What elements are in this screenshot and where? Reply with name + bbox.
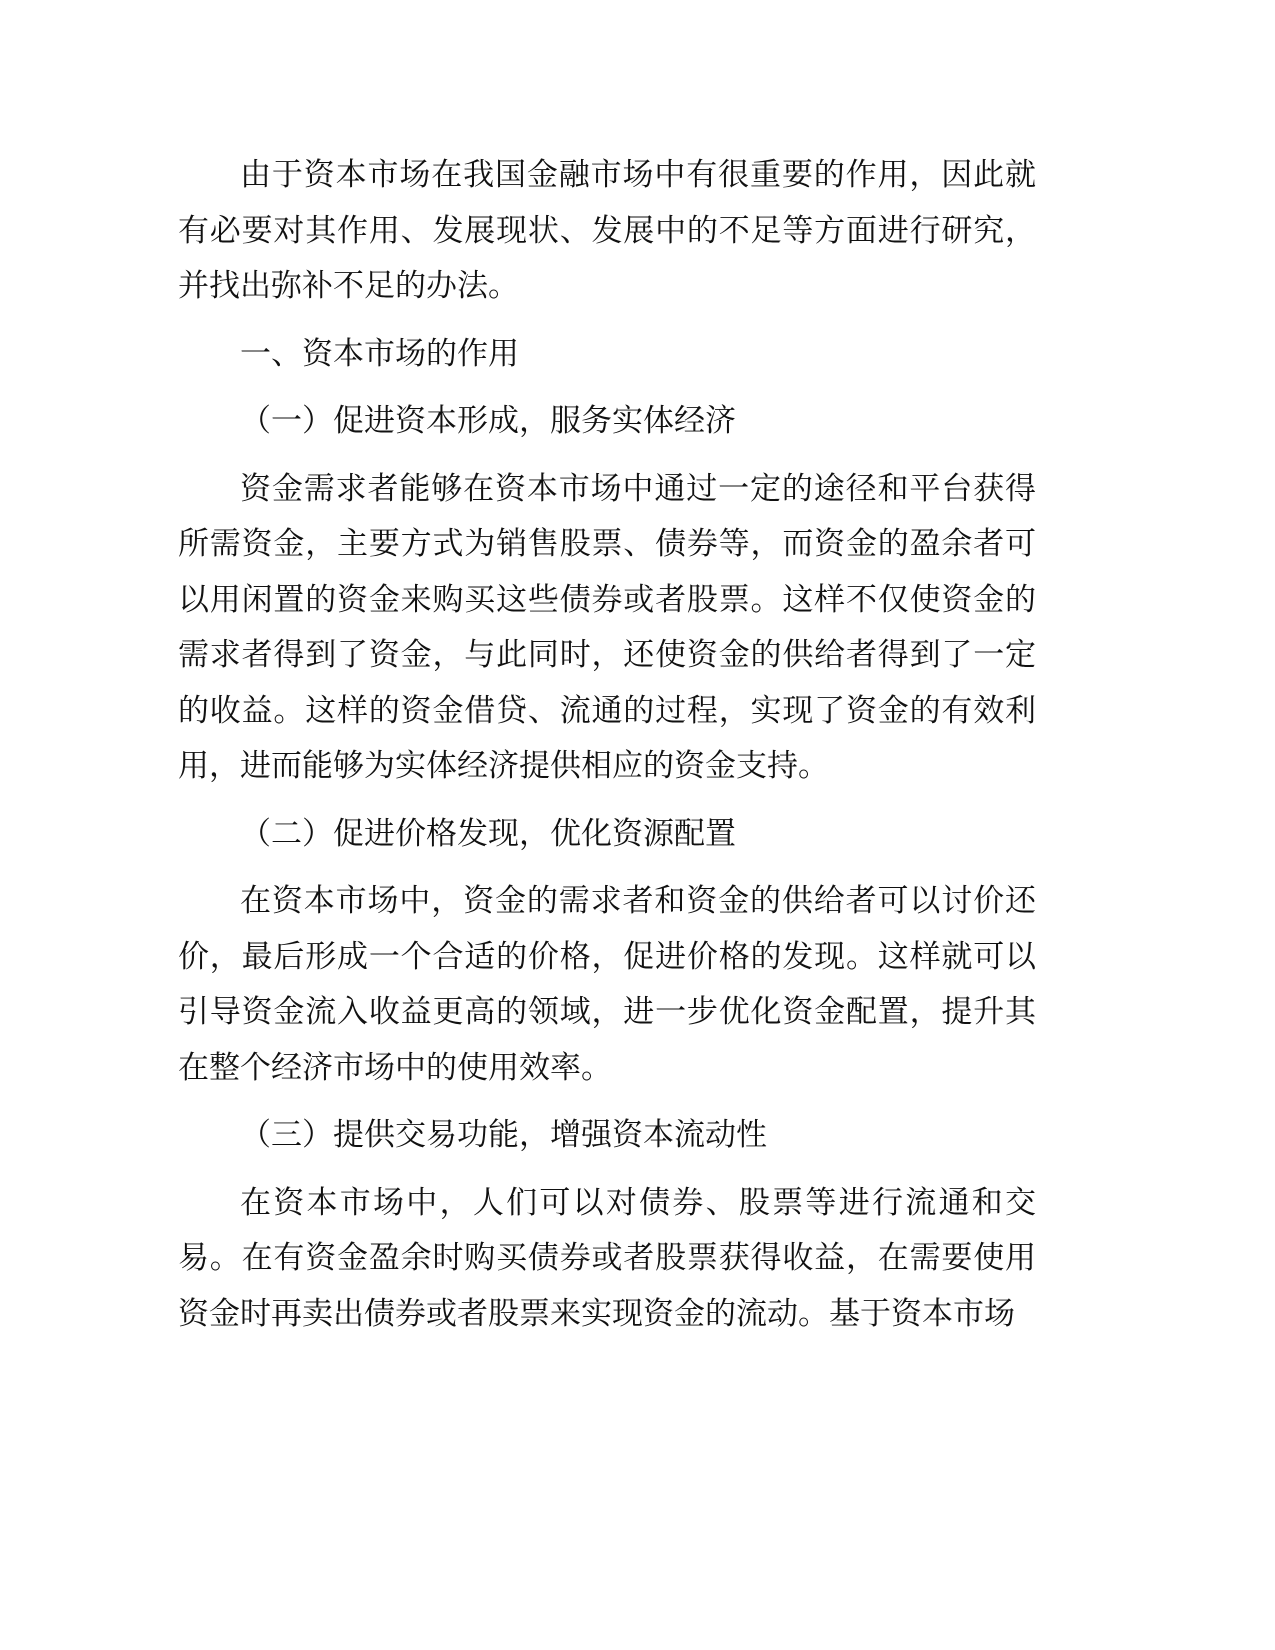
body-paragraph-1: 资金需求者能够在资本市场中通过一定的途径和平台获得所需资金，主要方式为销售股票、债券等，而资金的盈余者可以用闲置的资金来购买这些债券或者股票。这样不仅使资金的需求者得到了资金，与此同时，还使资金的供给者得到了一定的收益。这样的资金借贷、流通的过程，实现了资金的有效利用，进而能够为实体经济提供相应的资金支持。 <box>178 470 1036 784</box>
document-page <box>178 148 1036 1354</box>
section-heading-1: 一、资本市场的作用 <box>240 335 519 372</box>
body-paragraph-3: 在资本市场中，人们可以对债券、股票等进行流通和交易。在有资金盈余时购买债券或者股票获得收益，在需要使用资金时再卖出债券或者股票来实现资金的流动。基于资本市场 <box>178 1184 1036 1332</box>
subsection-heading-3: （三）提供交易功能，增强资本流动性 <box>240 1117 767 1153</box>
intro-paragraph: 由于资本市场在我国金融市场中有很重要的作用，因此就有必要对其作用、发展现状、发展中的不足等方面进行研究，并找出弥补不足的办法。 <box>178 157 1036 304</box>
body-paragraph-2: 在资本市场中，资金的需求者和资金的供给者可以讨价还价，最后形成一个合适的价格，促进价格的发现。这样就可以引导资金流入收益更高的领域，进一步优化资金配置，提升其在整个经济市场中的使用效率。 <box>178 883 1036 1086</box>
subsection-heading-1: （一）促进资本形成，服务实体经济 <box>240 403 736 439</box>
subsection-heading-2: （二）促进价格发现，优化资源配置 <box>240 815 736 852</box>
